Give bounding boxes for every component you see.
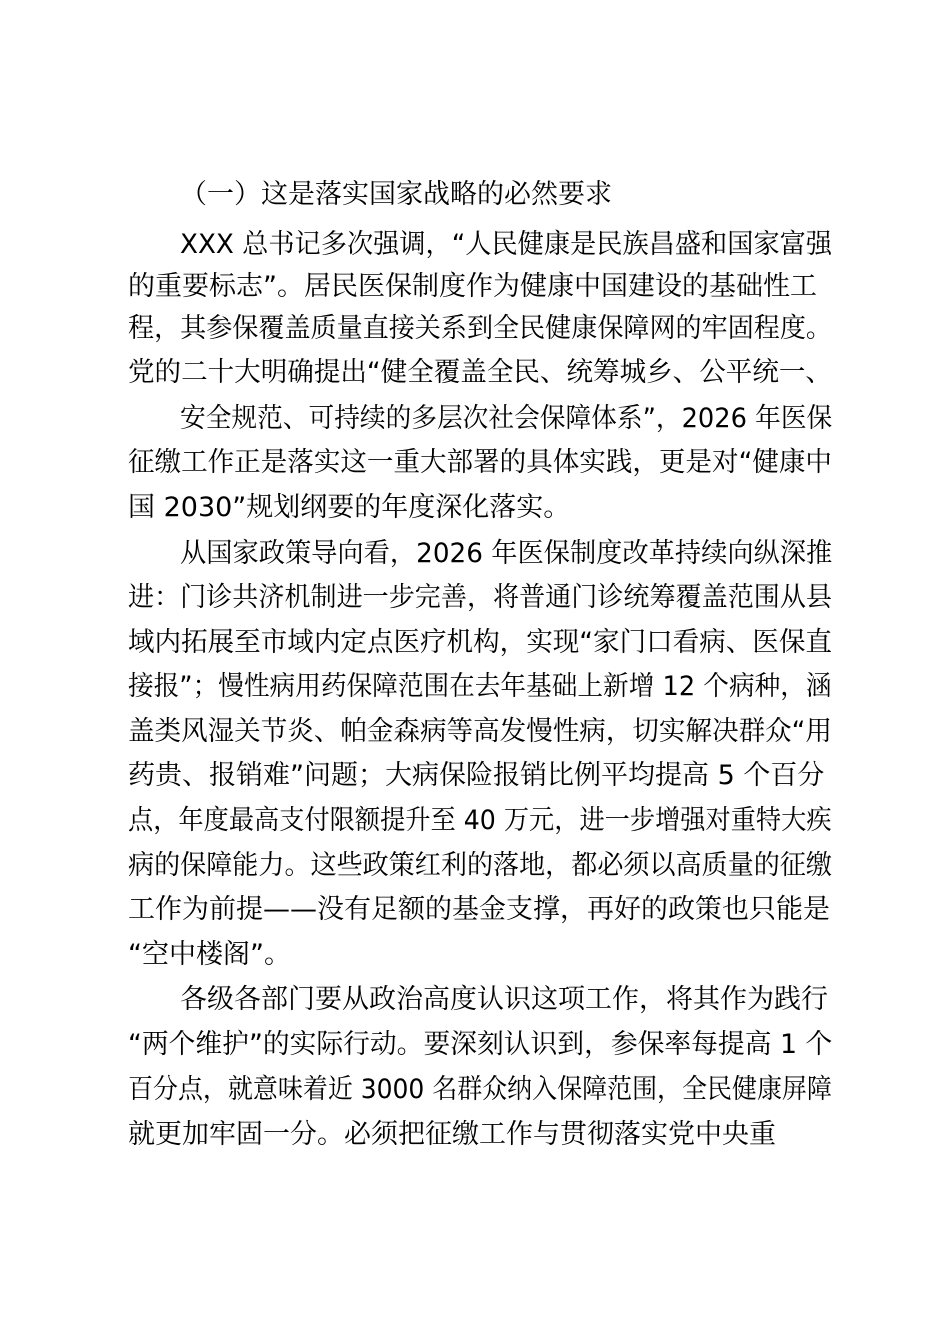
- paragraph-3-line-6: 药贵、报销难”问题；大病保险报销比例平均提高 5 个百分: [128, 760, 825, 791]
- paragraph-4-line-4: 就更加牢固一分。必须把征缴工作与贯彻落实党中央重: [128, 1119, 776, 1150]
- section-heading: （一）这是落实国家战略的必然要求: [180, 179, 612, 210]
- paragraph-3-line-3: 域内拓展至市域内定点医疗机构，实现“家门口看病、医保直: [128, 627, 832, 658]
- paragraph-3-line-9: 工作为前提——没有足额的基金支撑，再好的政策也只能是: [128, 894, 830, 925]
- paragraph-2-line-1: 安全规范、可持续的多层次社会保障体系”，2026 年医保: [180, 403, 833, 434]
- paragraph-1-line-1: XXX 总书记多次强调，“人民健康是民族昌盛和国家富强: [180, 229, 833, 260]
- paragraph-1-line-3: 程，其参保覆盖质量直接关系到全民健康保障网的牢固程度。: [128, 313, 832, 344]
- paragraph-4-line-2: “两个维护”的实际行动。要深刻认识到，参保率每提高 1 个: [128, 1029, 833, 1060]
- paragraph-3-line-4: 接报”；慢性病用药保障范围在去年基础上新增 12 个病种，涵: [128, 671, 832, 702]
- paragraph-4-line-1: 各级各部门要从政治高度认识这项工作，将其作为践行: [180, 984, 828, 1015]
- paragraph-2-line-3: 国 2030”规划纲要的年度深化落实。: [128, 492, 571, 523]
- paragraph-2-line-2: 征缴工作正是落实这一重大部署的具体实践，更是对“健康中: [128, 447, 832, 478]
- paragraph-3-line-10: “空中楼阁”。: [128, 939, 291, 970]
- paragraph-3-line-5: 盖类风湿关节炎、帕金森病等高发慢性病，切实解决群众“用: [128, 716, 832, 747]
- paragraph-3-line-2: 进：门诊共济机制进一步完善，将普通门诊统筹覆盖范围从县: [128, 582, 832, 613]
- paragraph-3-line-8: 病的保障能力。这些政策红利的落地，都必须以高质量的征缴: [128, 850, 832, 881]
- paragraph-3-line-7: 点，年度最高支付限额提升至 40 万元，进一步增强对重特大疾: [128, 805, 832, 836]
- paragraph-4-line-3: 百分点，就意味着近 3000 名群众纳入保障范围，全民健康屏障: [128, 1074, 832, 1105]
- paragraph-3-line-1: 从国家政策导向看，2026 年医保制度改革持续向纵深推: [180, 538, 833, 569]
- paragraph-1-line-4: 党的二十大明确提出“健全覆盖全民、统筹城乡、公平统一、: [128, 357, 832, 388]
- paragraph-1-line-2: 的重要标志”。居民医保制度作为健康中国建设的基础性工: [128, 271, 817, 302]
